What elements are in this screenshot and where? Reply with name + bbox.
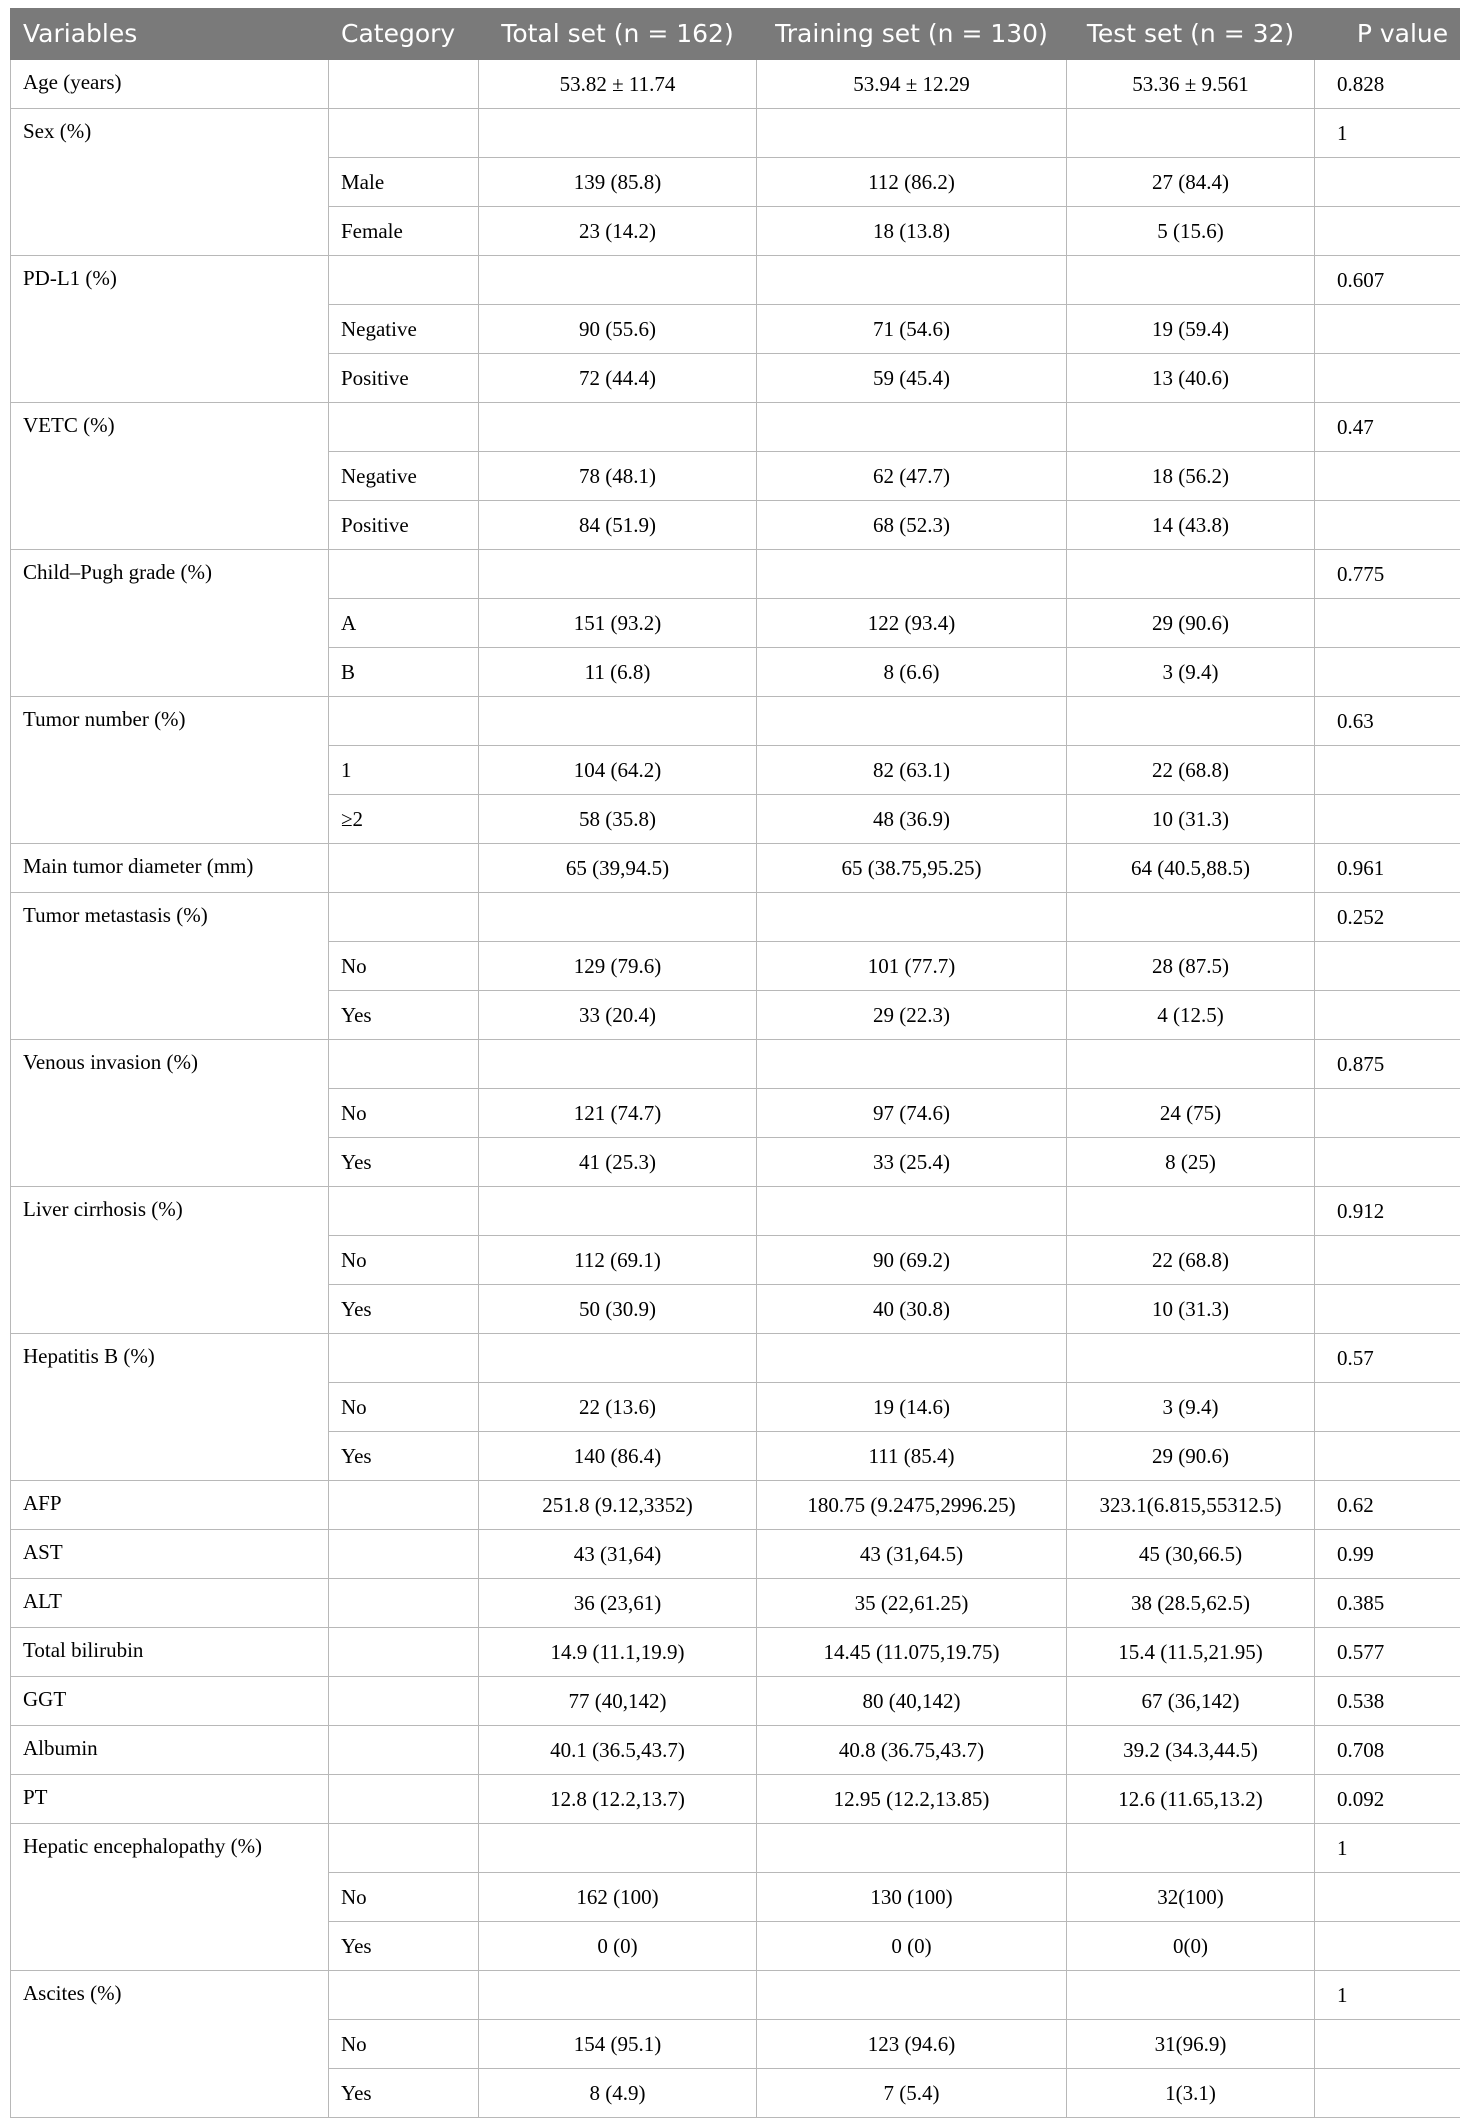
- cell-training: 0 (0): [757, 1922, 1067, 1971]
- cell-category: No: [329, 1873, 479, 1922]
- table-row: [11, 403, 1460, 452]
- cell-category: [329, 893, 479, 942]
- cell-test: 10 (31.3): [1067, 1285, 1315, 1334]
- cell-total: 78 (48.1): [479, 452, 757, 501]
- cell-total: 65 (39,94.5): [479, 844, 757, 893]
- cell-p-value: 0.385: [1315, 1579, 1460, 1628]
- cell-test: 13 (40.6): [1067, 354, 1315, 403]
- table-row: [11, 1824, 1460, 1873]
- cell-category: [329, 1040, 479, 1089]
- cell-test: [1067, 1824, 1315, 1873]
- cell-training: [757, 256, 1067, 305]
- cell-p-value: [1315, 305, 1460, 354]
- cell-test: 67 (36,142): [1067, 1677, 1315, 1726]
- table-row: [11, 844, 1460, 893]
- cell-variable: AFP: [11, 1481, 329, 1530]
- cell-test: 24 (75): [1067, 1089, 1315, 1138]
- cell-total: 41 (25.3): [479, 1138, 757, 1187]
- cell-test: 29 (90.6): [1067, 599, 1315, 648]
- cell-test: [1067, 697, 1315, 746]
- cell-p-value: [1315, 2020, 1460, 2069]
- cell-training: 101 (77.7): [757, 942, 1067, 991]
- cell-p-value: 0.092: [1315, 1775, 1460, 1824]
- cell-category: [329, 697, 479, 746]
- cell-p-value: [1315, 1236, 1460, 1285]
- cell-p-value: [1315, 1089, 1460, 1138]
- table-row: [11, 1628, 1460, 1677]
- cell-test: [1067, 1334, 1315, 1383]
- cell-p-value: 1: [1315, 109, 1460, 158]
- cell-training: 40 (30.8): [757, 1285, 1067, 1334]
- cell-training: 8 (6.6): [757, 648, 1067, 697]
- cell-category: [329, 1775, 479, 1824]
- cell-variable: Hepatic encephalopathy (%): [11, 1824, 329, 1971]
- cell-p-value: [1315, 1873, 1460, 1922]
- table-header: [11, 9, 1460, 60]
- table-row: [11, 1775, 1460, 1824]
- cell-total: [479, 1971, 757, 2020]
- cell-variable: AST: [11, 1530, 329, 1579]
- cell-category: [329, 1971, 479, 2020]
- cell-category: A: [329, 599, 479, 648]
- cell-category: [329, 109, 479, 158]
- cell-test: 12.6 (11.65,13.2): [1067, 1775, 1315, 1824]
- cell-variable: Ascites (%): [11, 1971, 329, 2118]
- cell-test: 3 (9.4): [1067, 648, 1315, 697]
- table-row: [11, 1334, 1460, 1383]
- cell-category: Negative: [329, 305, 479, 354]
- cell-training: 7 (5.4): [757, 2069, 1067, 2118]
- cell-total: 14.9 (11.1,19.9): [479, 1628, 757, 1677]
- cell-training: 43 (31,64.5): [757, 1530, 1067, 1579]
- cell-total: 151 (93.2): [479, 599, 757, 648]
- cell-total: 139 (85.8): [479, 158, 757, 207]
- cell-test: 1(3.1): [1067, 2069, 1315, 2118]
- table-row: [11, 697, 1460, 746]
- cell-total: 129 (79.6): [479, 942, 757, 991]
- cell-test: 8 (25): [1067, 1138, 1315, 1187]
- cell-test: 18 (56.2): [1067, 452, 1315, 501]
- cell-total: 90 (55.6): [479, 305, 757, 354]
- cell-test: 22 (68.8): [1067, 746, 1315, 795]
- table-row: [11, 256, 1460, 305]
- cell-total: 121 (74.7): [479, 1089, 757, 1138]
- cell-training: 130 (100): [757, 1873, 1067, 1922]
- cell-test: 28 (87.5): [1067, 942, 1315, 991]
- cell-p-value: 0.961: [1315, 844, 1460, 893]
- cell-test: 14 (43.8): [1067, 501, 1315, 550]
- cell-p-value: 0.63: [1315, 697, 1460, 746]
- column-header-p-value: P value: [1315, 9, 1460, 60]
- cell-total: 77 (40,142): [479, 1677, 757, 1726]
- cell-test: 29 (90.6): [1067, 1432, 1315, 1481]
- cell-total: [479, 256, 757, 305]
- cell-test: 64 (40.5,88.5): [1067, 844, 1315, 893]
- cell-training: 68 (52.3): [757, 501, 1067, 550]
- cell-total: [479, 893, 757, 942]
- cell-category: [329, 1530, 479, 1579]
- cell-test: [1067, 109, 1315, 158]
- cell-total: 140 (86.4): [479, 1432, 757, 1481]
- cell-category: [329, 60, 479, 109]
- cell-variable: Main tumor diameter (mm): [11, 844, 329, 893]
- cell-p-value: [1315, 452, 1460, 501]
- cell-training: 80 (40,142): [757, 1677, 1067, 1726]
- cell-category: Yes: [329, 1285, 479, 1334]
- cell-total: [479, 403, 757, 452]
- cell-training: 12.95 (12.2,13.85): [757, 1775, 1067, 1824]
- cell-p-value: [1315, 599, 1460, 648]
- cell-total: 53.82 ± 11.74: [479, 60, 757, 109]
- column-header-test-set: Test set (n = 32): [1067, 9, 1315, 60]
- table-row: [11, 60, 1460, 109]
- table-body: [11, 60, 1460, 2118]
- cell-training: 180.75 (9.2475,2996.25): [757, 1481, 1067, 1530]
- cell-training: 19 (14.6): [757, 1383, 1067, 1432]
- table-row: [11, 1187, 1460, 1236]
- cell-test: [1067, 550, 1315, 599]
- cell-category: [329, 844, 479, 893]
- cell-category: Yes: [329, 1138, 479, 1187]
- cell-p-value: [1315, 1922, 1460, 1971]
- baseline-characteristics-table: [10, 8, 1460, 2118]
- column-header-variables: Variables: [11, 9, 329, 60]
- cell-training: [757, 1971, 1067, 2020]
- cell-category: [329, 1824, 479, 1873]
- cell-p-value: [1315, 1138, 1460, 1187]
- cell-test: 5 (15.6): [1067, 207, 1315, 256]
- cell-total: 162 (100): [479, 1873, 757, 1922]
- cell-test: 53.36 ± 9.561: [1067, 60, 1315, 109]
- cell-training: [757, 403, 1067, 452]
- cell-training: 14.45 (11.075,19.75): [757, 1628, 1067, 1677]
- cell-p-value: [1315, 354, 1460, 403]
- cell-variable: GGT: [11, 1677, 329, 1726]
- cell-p-value: 0.828: [1315, 60, 1460, 109]
- cell-variable: VETC (%): [11, 403, 329, 550]
- cell-p-value: [1315, 1383, 1460, 1432]
- cell-training: 35 (22,61.25): [757, 1579, 1067, 1628]
- cell-category: No: [329, 1089, 479, 1138]
- cell-category: [329, 550, 479, 599]
- cell-training: 122 (93.4): [757, 599, 1067, 648]
- cell-category: Yes: [329, 1922, 479, 1971]
- cell-variable: Total bilirubin: [11, 1628, 329, 1677]
- cell-training: 123 (94.6): [757, 2020, 1067, 2069]
- cell-training: 33 (25.4): [757, 1138, 1067, 1187]
- cell-test: 38 (28.5,62.5): [1067, 1579, 1315, 1628]
- cell-p-value: [1315, 1432, 1460, 1481]
- cell-p-value: [1315, 2069, 1460, 2118]
- table-row: [11, 550, 1460, 599]
- cell-p-value: 0.62: [1315, 1481, 1460, 1530]
- table-header-row: [11, 9, 1460, 60]
- cell-test: 27 (84.4): [1067, 158, 1315, 207]
- cell-category: [329, 256, 479, 305]
- cell-category: 1: [329, 746, 479, 795]
- cell-total: 8 (4.9): [479, 2069, 757, 2118]
- cell-training: 97 (74.6): [757, 1089, 1067, 1138]
- cell-p-value: [1315, 648, 1460, 697]
- cell-total: 40.1 (36.5,43.7): [479, 1726, 757, 1775]
- cell-training: 90 (69.2): [757, 1236, 1067, 1285]
- cell-test: 45 (30,66.5): [1067, 1530, 1315, 1579]
- cell-total: 251.8 (9.12,3352): [479, 1481, 757, 1530]
- cell-training: [757, 550, 1067, 599]
- cell-test: 32(100): [1067, 1873, 1315, 1922]
- table-row: [11, 109, 1460, 158]
- cell-total: 58 (35.8): [479, 795, 757, 844]
- cell-training: [757, 1040, 1067, 1089]
- cell-training: 59 (45.4): [757, 354, 1067, 403]
- cell-total: 50 (30.9): [479, 1285, 757, 1334]
- cell-test: 15.4 (11.5,21.95): [1067, 1628, 1315, 1677]
- cell-total: [479, 1187, 757, 1236]
- cell-category: Negative: [329, 452, 479, 501]
- cell-total: [479, 1040, 757, 1089]
- cell-p-value: 0.538: [1315, 1677, 1460, 1726]
- cell-category: [329, 1481, 479, 1530]
- cell-p-value: 0.912: [1315, 1187, 1460, 1236]
- cell-variable: Age (years): [11, 60, 329, 109]
- cell-p-value: [1315, 991, 1460, 1040]
- cell-p-value: [1315, 1285, 1460, 1334]
- cell-test: [1067, 403, 1315, 452]
- cell-p-value: 0.775: [1315, 550, 1460, 599]
- cell-variable: Venous invasion (%): [11, 1040, 329, 1187]
- cell-total: 33 (20.4): [479, 991, 757, 1040]
- cell-training: [757, 1824, 1067, 1873]
- cell-training: 112 (86.2): [757, 158, 1067, 207]
- cell-test: 4 (12.5): [1067, 991, 1315, 1040]
- cell-p-value: 0.47: [1315, 403, 1460, 452]
- cell-test: 3 (9.4): [1067, 1383, 1315, 1432]
- cell-variable: PT: [11, 1775, 329, 1824]
- cell-category: Yes: [329, 991, 479, 1040]
- cell-total: 36 (23,61): [479, 1579, 757, 1628]
- cell-category: [329, 1579, 479, 1628]
- cell-total: 11 (6.8): [479, 648, 757, 697]
- cell-category: B: [329, 648, 479, 697]
- cell-test: [1067, 1187, 1315, 1236]
- cell-training: 62 (47.7): [757, 452, 1067, 501]
- cell-category: [329, 1726, 479, 1775]
- cell-total: [479, 1334, 757, 1383]
- cell-training: [757, 1187, 1067, 1236]
- cell-category: [329, 403, 479, 452]
- table-row: [11, 893, 1460, 942]
- cell-training: 53.94 ± 12.29: [757, 60, 1067, 109]
- cell-total: 0 (0): [479, 1922, 757, 1971]
- cell-category: [329, 1628, 479, 1677]
- cell-p-value: 1: [1315, 1971, 1460, 2020]
- cell-p-value: [1315, 795, 1460, 844]
- cell-total: [479, 109, 757, 158]
- cell-p-value: 0.577: [1315, 1628, 1460, 1677]
- table-row: [11, 1481, 1460, 1530]
- cell-total: 72 (44.4): [479, 354, 757, 403]
- cell-variable: Albumin: [11, 1726, 329, 1775]
- cell-training: 82 (63.1): [757, 746, 1067, 795]
- cell-test: 19 (59.4): [1067, 305, 1315, 354]
- cell-category: Positive: [329, 354, 479, 403]
- cell-total: [479, 697, 757, 746]
- cell-training: 111 (85.4): [757, 1432, 1067, 1481]
- cell-variable: Child–Pugh grade (%): [11, 550, 329, 697]
- column-header-total-set: Total set (n = 162): [479, 9, 757, 60]
- cell-category: No: [329, 942, 479, 991]
- cell-test: 323.1(6.815,55312.5): [1067, 1481, 1315, 1530]
- cell-test: [1067, 256, 1315, 305]
- cell-category: No: [329, 1383, 479, 1432]
- cell-category: [329, 1334, 479, 1383]
- cell-p-value: [1315, 158, 1460, 207]
- cell-training: [757, 697, 1067, 746]
- cell-category: No: [329, 1236, 479, 1285]
- cell-total: 12.8 (12.2,13.7): [479, 1775, 757, 1824]
- cell-training: [757, 109, 1067, 158]
- cell-total: 104 (64.2): [479, 746, 757, 795]
- cell-variable: ALT: [11, 1579, 329, 1628]
- cell-p-value: 0.875: [1315, 1040, 1460, 1089]
- cell-category: Positive: [329, 501, 479, 550]
- cell-total: 43 (31,64): [479, 1530, 757, 1579]
- cell-training: 40.8 (36.75,43.7): [757, 1726, 1067, 1775]
- cell-total: 112 (69.1): [479, 1236, 757, 1285]
- cell-category: ≥2: [329, 795, 479, 844]
- cell-variable: Liver cirrhosis (%): [11, 1187, 329, 1334]
- cell-p-value: [1315, 746, 1460, 795]
- table-row: [11, 1530, 1460, 1579]
- cell-p-value: [1315, 207, 1460, 256]
- cell-total: [479, 550, 757, 599]
- cell-test: [1067, 1040, 1315, 1089]
- cell-training: 29 (22.3): [757, 991, 1067, 1040]
- cell-category: [329, 1187, 479, 1236]
- table-row: [11, 1040, 1460, 1089]
- column-header-category: Category: [329, 9, 479, 60]
- cell-category: No: [329, 2020, 479, 2069]
- cell-category: Female: [329, 207, 479, 256]
- cell-total: 84 (51.9): [479, 501, 757, 550]
- cell-total: 154 (95.1): [479, 2020, 757, 2069]
- cell-category: Male: [329, 158, 479, 207]
- cell-p-value: 0.57: [1315, 1334, 1460, 1383]
- cell-p-value: 0.252: [1315, 893, 1460, 942]
- cell-variable: Hepatitis B (%): [11, 1334, 329, 1481]
- cell-training: 65 (38.75,95.25): [757, 844, 1067, 893]
- cell-p-value: 0.708: [1315, 1726, 1460, 1775]
- cell-test: [1067, 893, 1315, 942]
- table-row: [11, 1579, 1460, 1628]
- cell-test: 0(0): [1067, 1922, 1315, 1971]
- cell-training: [757, 893, 1067, 942]
- cell-p-value: 1: [1315, 1824, 1460, 1873]
- cell-training: 18 (13.8): [757, 207, 1067, 256]
- table-row: [11, 1677, 1460, 1726]
- cell-total: 22 (13.6): [479, 1383, 757, 1432]
- cell-test: 31(96.9): [1067, 2020, 1315, 2069]
- cell-p-value: [1315, 942, 1460, 991]
- cell-test: 22 (68.8): [1067, 1236, 1315, 1285]
- cell-variable: Tumor number (%): [11, 697, 329, 844]
- cell-total: 23 (14.2): [479, 207, 757, 256]
- cell-variable: Tumor metastasis (%): [11, 893, 329, 1040]
- cell-p-value: 0.607: [1315, 256, 1460, 305]
- cell-test: [1067, 1971, 1315, 2020]
- cell-training: [757, 1334, 1067, 1383]
- column-header-training-set: Training set (n = 130): [757, 9, 1067, 60]
- cell-category: [329, 1677, 479, 1726]
- table-row: [11, 1971, 1460, 2020]
- cell-variable: PD-L1 (%): [11, 256, 329, 403]
- cell-category: Yes: [329, 1432, 479, 1481]
- table-row: [11, 1726, 1460, 1775]
- cell-total: [479, 1824, 757, 1873]
- cell-variable: Sex (%): [11, 109, 329, 256]
- cell-test: 39.2 (34.3,44.5): [1067, 1726, 1315, 1775]
- cell-p-value: 0.99: [1315, 1530, 1460, 1579]
- cell-training: 71 (54.6): [757, 305, 1067, 354]
- cell-test: 10 (31.3): [1067, 795, 1315, 844]
- cell-category: Yes: [329, 2069, 479, 2118]
- cell-p-value: [1315, 501, 1460, 550]
- cell-training: 48 (36.9): [757, 795, 1067, 844]
